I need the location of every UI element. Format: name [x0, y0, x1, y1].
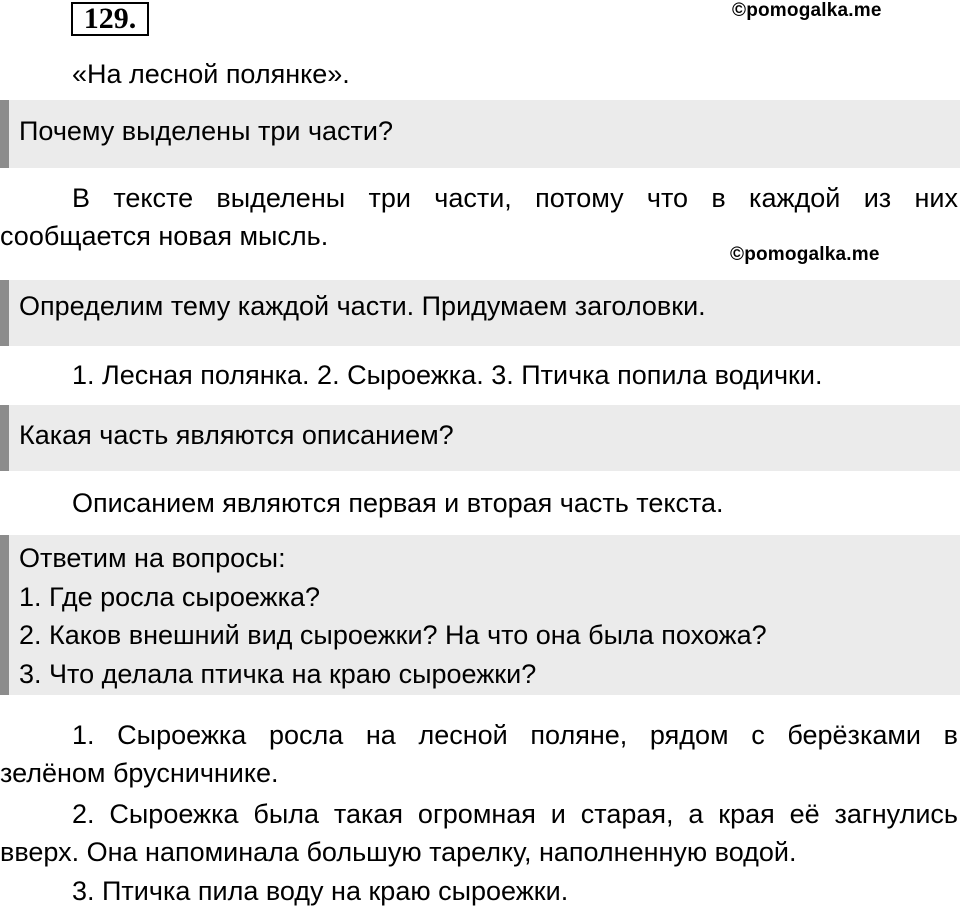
answer-line: 2. Сыроежка была такая огромная и старая, а края её загнулись	[72, 799, 958, 829]
question-box	[0, 280, 960, 346]
question-box	[0, 405, 960, 471]
answer-line: вверх. Она напоминала большую тарелку, наполненную водой.	[0, 837, 797, 867]
text-title: «На лесной полянке».	[72, 59, 350, 89]
watermark: ©pomogalka.me	[732, 0, 882, 21]
answer-paragraph	[0, 795, 958, 871]
answer-paragraph: 3. Птичка пила воду на краю сыроежки.	[72, 876, 569, 906]
question-text: Ответим на вопросы:	[19, 543, 286, 573]
question-box	[0, 100, 960, 168]
answer-line: 1. Сыроежка росла на лесной поляне, рядом с берёзками в	[72, 720, 958, 750]
question-text: 3. Что делала птичка на краю сыроежки?	[19, 658, 537, 689]
task-number: 129.	[71, 2, 149, 36]
answer-line: В тексте выделены три части, потому что в каждой из них	[72, 183, 958, 213]
answer-line: зелёном брусничнике.	[0, 758, 279, 788]
watermark: ©pomogalka.me	[730, 244, 880, 265]
answer-paragraph: Описанием являются первая и вторая часть текста.	[72, 488, 724, 518]
question-text: 2. Каков внешний вид сыроежки? На что она была похожа?	[19, 620, 767, 650]
question-text: Почему выделены три части?	[19, 116, 394, 146]
question-text: Какая часть являются описанием?	[19, 420, 454, 450]
answer-line: сообщается новая мысль.	[0, 221, 329, 251]
answer-paragraph: 1. Лесная полянка. 2. Сыроежка. 3. Птичка попила водички.	[72, 360, 823, 390]
question-text: Определим тему каждой части. Придумаем заголовки.	[19, 291, 706, 321]
answer-paragraph	[0, 716, 958, 792]
question-text: 1. Где росла сыроежка?	[19, 581, 321, 612]
question-box	[0, 535, 960, 695]
